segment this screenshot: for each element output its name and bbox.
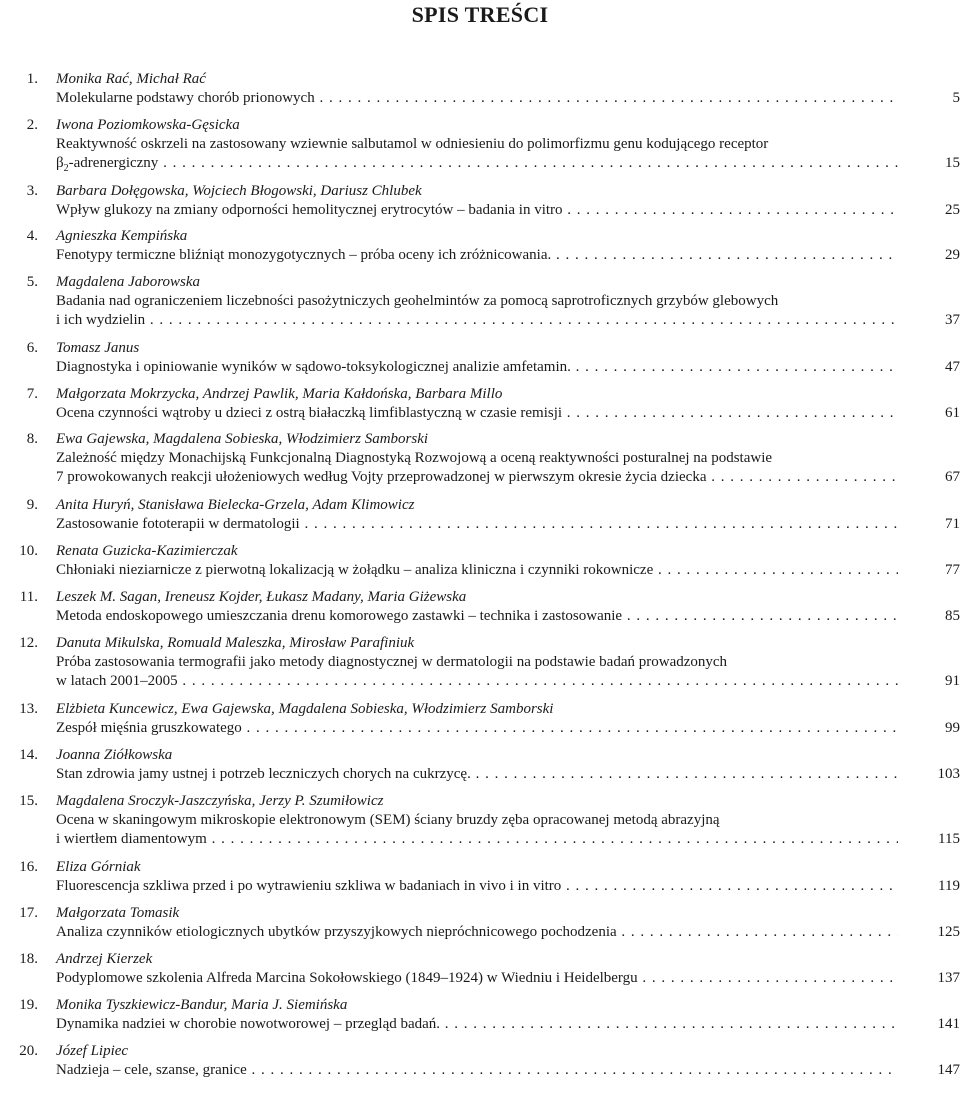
entry-page-number: 29	[945, 247, 960, 263]
entry-number: 15.	[19, 793, 38, 809]
entry-page-number: 103	[937, 766, 960, 782]
entry-title: Ocena czynności wątroby u dzieci z ostrą białaczką limfiblastyczną w czasie remisji . . .	[56, 405, 898, 421]
entry-title: Podyplomowe szkolenia Alfreda Marcina Sokołowskiego (1849–1924) w Wiedniu i Heidelbergu . . .	[56, 970, 898, 986]
entry-authors: Agnieszka Kempińska	[56, 228, 188, 244]
page-title: SPIS TREŚCI	[411, 2, 549, 27]
entry-title: Próba zastosowania termografii jako metody diagnostycznej w dermatologii na podstawie badań prowadzonych	[56, 654, 728, 670]
toc-entry[interactable]	[0, 1042, 960, 1082]
entry-number: 10.	[19, 543, 38, 559]
entry-title-continued: 7 prowokowanych reakcji ułożeniowych według Vojty przeprowadzonej w pierwszym okresie życia dziecka . . .	[56, 469, 898, 485]
entry-authors: Elżbieta Kuncewicz, Ewa Gajewska, Magdalena Sobieska, Włodzimierz Samborski	[56, 701, 554, 717]
subscript: 2	[63, 163, 69, 173]
entry-page-number: 119	[938, 878, 960, 894]
entry-authors: Małgorzata Mokrzycka, Andrzej Pawlik, Maria Kałdońska, Barbara Millo	[56, 386, 503, 402]
entry-title: Molekularne podstawy chorób prionowych . . .	[56, 90, 898, 106]
entry-title-continued: -adrenergiczny	[68, 155, 159, 171]
entry-page-number: 67	[945, 469, 960, 485]
entry-authors: Magdalena Sroczyk-Jaszczyńska, Jerzy P. Szumiłowicz	[56, 793, 384, 809]
entry-authors: Danuta Mikulska, Romuald Maleszka, Mirosław Parafiniuk	[56, 635, 415, 651]
entry-number: 19.	[19, 997, 38, 1013]
toc-entry[interactable]	[0, 858, 960, 904]
entry-number: 18.	[19, 951, 38, 967]
entry-page-number: 25	[945, 202, 960, 218]
entry-page-number: 137	[937, 970, 960, 986]
entry-page-number: 5	[952, 90, 960, 106]
entry-number: 6.	[26, 340, 38, 356]
entry-authors: Małgorzata Tomasik	[56, 905, 180, 921]
entry-title: Dynamika nadziei w chorobie nowotworowej – przegląd badań. . . .	[56, 1016, 898, 1032]
entry-number: 2.	[26, 117, 38, 133]
entry-title: Fluorescencja szkliwa przed i po wytrawieniu szkliwa w badaniach in vivo i in vitro . . .	[56, 878, 898, 894]
entry-title: Reaktywność oskrzeli na zastosowany wziewnie salbutamol w odniesieniu do polimorfizmu genu kodującego receptor	[56, 136, 769, 152]
entry-page-number: 91	[945, 673, 960, 689]
toc-entry[interactable]	[0, 385, 960, 430]
entry-title: Badania nad ograniczeniem liczebności pasożytniczych geohelmintów za pomocą saprotroficznych grzybów glebowych	[56, 293, 779, 309]
entry-authors: Ewa Gajewska, Magdalena Sobieska, Włodzimierz Samborski	[56, 431, 429, 447]
entry-title: Ocena w skaningowym mikroskopie elektronowym (SEM) ściany bruzdy zęba opracowanej metodą abrazyjną	[56, 812, 720, 828]
toc-entry[interactable]	[0, 70, 960, 116]
entry-title: Diagnostyka i opiniowanie wyników w sądowo-toksykologicznej analizie amfetamin. . . .	[56, 359, 898, 375]
entry-authors: Tomasz Janus	[56, 340, 140, 356]
toc-entry[interactable]	[0, 116, 960, 182]
entry-title-continued: i wiertłem diamentowym . . .	[56, 831, 898, 847]
entry-page-number: 125	[937, 924, 960, 940]
entry-authors: Magdalena Jaborowska	[56, 274, 201, 290]
toc-entry[interactable]	[0, 950, 960, 996]
entry-number: 11.	[19, 589, 38, 605]
toc-entry[interactable]	[0, 700, 960, 746]
entry-page-number: 61	[945, 405, 960, 421]
entry-authors: Monika Rać, Michał Rać	[56, 71, 206, 87]
entry-page-number: 71	[945, 516, 960, 532]
entry-number: 3.	[26, 183, 38, 199]
entry-page-number: 15	[945, 155, 960, 171]
toc-entry[interactable]	[0, 542, 960, 588]
entry-page-number: 99	[945, 720, 960, 736]
entry-title: Zespół mięśnia gruszkowatego . . .	[56, 720, 898, 736]
toc-entry[interactable]	[0, 496, 960, 542]
entry-number: 20.	[19, 1043, 38, 1059]
entry-title: Zależność między Monachijską Funkcjonalną Diagnostyką Rozwojową a oceną reaktywności posturalnej na podstawie	[56, 450, 773, 466]
entry-number: 12.	[19, 635, 38, 651]
entry-authors: Józef Lipiec	[56, 1043, 129, 1059]
entry-authors: Barbara Dołęgowska, Wojciech Błogowski, Dariusz Chlubek	[56, 183, 422, 199]
toc-entry[interactable]	[0, 634, 960, 700]
entry-page-number: 85	[945, 608, 960, 624]
entry-authors: Leszek M. Sagan, Ireneusz Kojder, Łukasz Madany, Maria Giżewska	[56, 589, 467, 605]
entry-number: 16.	[19, 859, 38, 875]
entry-title: Wpływ glukozy na zmiany odporności hemolitycznej erytrocytów – badania in vitro . . .	[56, 202, 898, 218]
entry-authors: Renata Guzicka-Kazimierczak	[56, 543, 238, 559]
entry-number: 7.	[26, 386, 38, 402]
toc-entry[interactable]	[0, 227, 960, 273]
beta-symbol: β	[56, 155, 64, 171]
toc-entry[interactable]	[0, 430, 960, 496]
toc-entry[interactable]	[0, 996, 960, 1042]
entry-number: 4.	[26, 228, 38, 244]
entry-page-number: 77	[945, 562, 960, 578]
entry-title: Nadzieja – cele, szanse, granice . . .	[56, 1062, 898, 1078]
entry-number: 5.	[26, 274, 38, 290]
entry-page-number: 141	[937, 1016, 960, 1032]
entry-title: Stan zdrowia jamy ustnej i potrzeb leczniczych chorych na cukrzycę. . . .	[56, 766, 898, 782]
toc-entry[interactable]	[0, 792, 960, 858]
entry-page-number: 47	[945, 359, 960, 375]
entry-title: Chłoniaki nieziarnicze z pierwotną lokalizacją w żołądku – analiza kliniczna i czynniki rokownicze . . .	[56, 562, 898, 578]
entry-authors: Joanna Ziółkowska	[56, 747, 173, 763]
entry-title: Zastosowanie fototerapii w dermatologii . . .	[56, 516, 898, 532]
toc-entry[interactable]	[0, 339, 960, 385]
entry-title-continued: i ich wydzielin . . .	[56, 312, 898, 328]
toc-entry[interactable]	[0, 273, 960, 339]
toc-entry[interactable]	[0, 746, 960, 792]
entry-authors: Andrzej Kierzek	[56, 951, 153, 967]
entry-title: Analiza czynników etiologicznych ubytków przyszyjkowych niepróchnicowego pochodzenia . . .	[56, 924, 898, 940]
toc-entry[interactable]	[0, 904, 960, 950]
entry-authors: Anita Huryń, Stanisława Bielecka-Grzela, Adam Klimowicz	[56, 497, 415, 513]
entry-page-number: 115	[938, 831, 960, 847]
entry-number: 9.	[26, 497, 38, 513]
entry-authors: Iwona Poziomkowska-Gęsicka	[56, 117, 240, 133]
entry-authors: Monika Tyszkiewicz-Bandur, Maria J. Siemińska	[56, 997, 348, 1013]
entry-authors: Eliza Górniak	[56, 859, 141, 875]
entry-title: Metoda endoskopowego umieszczania drenu komorowego zastawki – technika i zastosowanie . . .	[56, 608, 898, 624]
entry-title-continued: w latach 2001–2005 . . .	[56, 673, 898, 689]
toc-entry[interactable]	[0, 588, 960, 634]
entry-page-number: 147	[937, 1062, 960, 1078]
entry-number: 17.	[19, 905, 38, 921]
toc-entry[interactable]	[0, 182, 960, 227]
entry-number: 13.	[19, 701, 38, 717]
entry-title: Fenotypy termiczne bliźniąt monozygotycznych – próba oceny ich zróżnicowania. . . .	[56, 247, 898, 263]
entry-number: 8.	[26, 431, 38, 447]
table-of-contents	[0, 70, 960, 1082]
entry-number: 14.	[19, 747, 38, 763]
entry-page-number: 37	[945, 312, 960, 328]
entry-number: 1.	[26, 71, 38, 87]
